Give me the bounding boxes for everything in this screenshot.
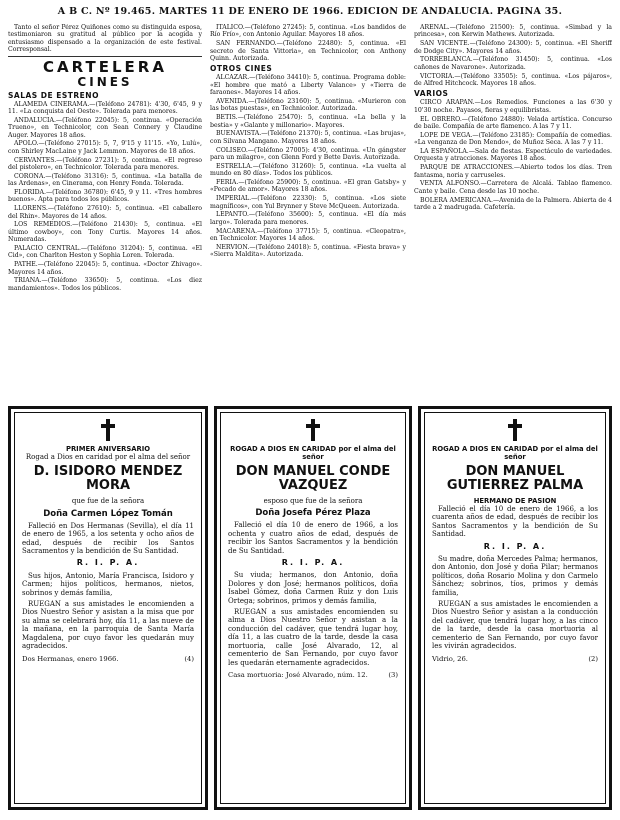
obituary-footer-left: Vidrio, 26. <box>432 654 468 663</box>
listing-item: MACARENA.—(Teléfono 37715): 5, continua. «Cleopatra», en Technicolor. Mayores 14 años. <box>210 227 406 243</box>
listing-item: SAN FERNANDO.—(Teléfono 22480): 5, continua. «El secreto de Santa Vittoria», en Technicolor, con Anthony Quinn. Autorizada. <box>210 40 406 63</box>
obituary-brotherhood: HERMANO DE PASION <box>473 497 557 505</box>
listing-item: LA ESPAÑOLA.—Sala de fiestas. Espectáculo de variedades. Orquesta y atracciones. Mayores 18 años. <box>414 148 612 163</box>
page-header: A B C. Nº 19.465. MARTES 11 DE ENERO DE 1966. EDICION DE ANDALUCIA. PAGINA 35. <box>57 6 563 17</box>
obituary-request: RUEGAN a sus amistades le encomienden a Dios Nuestro Señor y asistan a la misa que por su alma se celebrará hoy, día 11, a las nueve de la mañana, en la parroquia de Santa María Magdalena, por cuyo favor les quedarán muy agradecidos. <box>22 600 194 651</box>
listing-item: VICTORIA.—(Teléfono 33505): 5, continua. «Los pájaros», de Alfred Hitchcock. Mayores 18 años. <box>414 72 612 88</box>
obituary-prayer: ROGAD A DIOS EN CARIDAD por el alma del señor <box>432 445 598 461</box>
obituary-subtitle: PRIMER ANIVERSARIO <box>65 445 151 453</box>
cross-icon <box>306 419 320 441</box>
listing-item: CORONA.—(Teléfono 31316): 5, continua. «La batalla de las Ardenas», en Cinerama, con Henry Fonda. Tolerada. <box>8 172 202 188</box>
intro-paragraph: Tanto el señor Pérez Quiñones como su distinguida esposa, testimoniaron su gratitud al público por la acogida y entusiasmo dispensado a la organización de este festival. Corresponsal. <box>8 24 202 54</box>
obituary-footer-right: (3) <box>388 670 398 679</box>
obituary-death-notice: Falleció en Dos Hermanas (Sevilla), el día 11 de enero de 1965, a los setenta y ocho años de edad, después de recibir los Santos Sacramentos y la bendición de Su Santidad. <box>22 521 194 556</box>
listing-item: ESTRELLA.—(Teléfono 31260): 5, continua. «La vuelta al mundo en 80 días». Todos los públicos. <box>210 162 406 178</box>
listing-item: LOS REMEDIOS.—(Teléfono 21430): 5, continua. «El último cowboy», con Tony Curtis. Mayores 14 años. Numeradas. <box>8 221 202 244</box>
obituary-conde-vazquez <box>214 406 412 810</box>
obituary-footer-left: Dos Hermanas, enero 1966. <box>22 654 119 663</box>
section-heading-otros: OTROS CINES <box>210 64 273 74</box>
obituary-family: Su madre, doña Mercedes Palma; hermanos, don Antonio, don José y doña Pilar; hermanos políticos, doña Rosario Molina y don Carmelo Sánchez; sobrinos, tíos, primos y demás familia, <box>432 555 598 597</box>
obituary-footer-right: (4) <box>184 654 194 663</box>
obituary-name: D. ISIDORO MENDEZ MORA <box>33 464 183 494</box>
listing-item: CERVANTES.—(Teléfono 27231): 5, continua. «El regreso del pistolero», en Technicolor. Tolerada para menores. <box>8 156 202 172</box>
listing-item: FLORIDA.—(Teléfono 36780): 6'45, 9 y 11. «Tres hombres buenos». Apta para todos los públicos. <box>8 189 202 204</box>
listing-item: PARQUE DE ATRACCIONES.—Abierto todos los días. Tren fantasma, noria y carruseles. <box>414 164 612 179</box>
listing-item: LLORENS.—(Teléfono 27610): 5, continua. «El caballero del Rhin». Mayores de 14 años. <box>8 205 202 220</box>
cross-icon <box>101 419 115 441</box>
obituary-prayer: Rogad a Dios en caridad por el alma del señor <box>25 453 191 461</box>
obituary-spouse-intro: que fue de la señora <box>71 497 145 506</box>
listing-item: CIRCO ARAPAN.—Los Remedios. Funciones a las 6'30 y 10'30 noche. Payasos, fieras y equilibristas. <box>414 99 612 114</box>
listing-item: TRIANA.—(Teléfono 33650): 5, continua. «Los diez mandamientos». Todos los públicos. <box>8 277 202 292</box>
section-heading-varios: VARIOS <box>414 89 449 99</box>
obituary-spouse: Doña Josefa Pérez Plaza <box>255 508 371 519</box>
obituary-prayer: ROGAD A DIOS EN CARIDAD por el alma del señor <box>230 445 396 461</box>
obituary-death-notice: Falleció el día 10 de enero de 1966, a los cuarenta años de edad, después de recibir los Santos Sacramentos y la bendición de Su Santidad. <box>432 505 598 539</box>
listing-item: PATHE.—(Teléfono 22045): 5, continua. «Doctor Zhivago». Mayores 14 años. <box>8 261 202 276</box>
obituary-spouse-intro: esposo que fue de la señora <box>263 497 363 505</box>
listing-item: VENTA ALFONSO.—Carretera de Alcalá. Tablao flamenco. Cante y baile. Cena desde las 10 noche. <box>414 180 612 195</box>
listing-item: ALCAZAR.—(Teléfono 34410): 5, continua. Programa doble: «El hombre que mató a Liberty Valance» y «Tierra de faraones». Mayores 14 años. <box>210 74 406 97</box>
column-cartelera <box>8 24 202 402</box>
obituary-rip: R. I. P. A. <box>483 541 547 551</box>
obituary-footer-right: (2) <box>588 654 598 663</box>
column-otros-cines <box>210 24 406 406</box>
obituary-request: RUEGAN a sus amistades le encomienden a Dios Nuestro Señor y asistan a la conducción del cadáver, que tendrá lugar hoy, a las cinco de la tarde, desde la casa mortuoria al cementerio de San Fernando, por cuyo favor les vivirán agradecidos. <box>432 600 598 651</box>
obituary-request: RUEGAN a sus amistades encomienden su alma a Dios Nuestro Señor y asistan a la conducción del cadáver, que tendrá lugar hoy, día 11, a las cuatro de la tarde, desde la casa mortuoria, calle José Alvarado, 12, al cementerio de San Fernando, por cuyo favor les quedarán eternamente agradecidos. <box>228 608 398 667</box>
obituary-footer-left: Casa mortuoria: José Alvarado, núm. 12. <box>228 670 368 679</box>
cross-icon <box>508 419 522 441</box>
listing-item: BUENAVISTA.—(Teléfono 21370): 5, continua. «Las brujas», con Silvana Mangano. Mayores 18 años. <box>210 130 406 145</box>
obituary-death-notice: Falleció el día 10 de enero de 1966, a los ochenta y cuatro años de edad, después de recibir los Santos Sacramentos y la bendición de Su Santidad. <box>228 521 398 555</box>
listing-item: NERVION.—(Teléfono 24018): 5, continua. «Fiesta brava» y «Sierra Maldita». Autorizada. <box>210 243 406 259</box>
cines-heading: CINES <box>77 74 133 89</box>
listing-item: TORREBLANCA.—(Teléfono 31450): 5, continua. «Los cañones de Navarone». Autorizada. <box>414 56 612 71</box>
obituary-rip: R. I. P. A. <box>281 558 345 568</box>
obituary-mendez-mora <box>8 406 208 810</box>
listing-item: ANDALUCIA.—(Teléfono 22045): 5, continua. «Operación Trueno», en Technicolor, con Sean Connery y Claudine Auger. Mayores 18 años. <box>8 116 202 139</box>
listing-item: BOLERA AMERICANA.—Avenida de la Palmera. Abierta de 4 tarde a 2 madrugada. Cafetería. <box>414 196 612 212</box>
listing-item: BETIS.—(Teléfono 25470): 5, continua. «La bella y la bestia» y «Galante y millonario». Mayores. <box>210 114 406 129</box>
section-heading-estreno: SALAS DE ESTRENO <box>8 90 99 100</box>
obituary-family: Su viuda; hermanos, don Antonio, doña Dolores y don José; hermanos políticos, doña Isabel Gómez, doña Carmen Ruiz y don Luis Ortega; sobrinos, primos y demás familia, <box>228 571 398 605</box>
listing-item: APOLO.—(Teléfono 27015): 5, 7, 9'15 y 11'15. «Yo, Lulú», con Shirley MacLaine y Jack Lemmon. Mayores de 18 años. <box>8 140 202 155</box>
listing-item: LEPANTO.—(Teléfono 35600): 5, continua. «El día más largo». Tolerada para menores. <box>210 211 406 226</box>
listing-item: ITALICO.—(Teléfono 27245): 5, continua. «Los bandidos de Río Frío», con Antonio Aguilar. Mayores 18 años. <box>210 24 406 39</box>
cartelera-heading: CARTELERA <box>43 57 167 76</box>
listing-item: PALACIO CENTRAL.—(Teléfono 31204): 5, continua. «El Cid», con Charlton Heston y Sophia Loren. Tolerada. <box>8 245 202 260</box>
obituary-gutierrez-palma <box>418 406 612 810</box>
listing-item: EL OBRERO.—(Teléfono 24880): Velada artística. Concurso de baile. Compañía de arte flamenco. A las 7 y 11. <box>414 115 612 131</box>
listing-item: COLISEO.—(Teléfono 27005): 4'30, continua. «Un gángster para un milagro», con Glenn Ford y Bette Davis. Autorizada. <box>210 146 406 162</box>
listing-item: ALAMEDA CINERAMA.—(Teléfono 24781): 4'30, 6'45, 9 y 11. «La conquista del Oeste». Tolerada para menores. <box>8 100 202 116</box>
obituary-name: DON MANUEL CONDE VAZQUEZ <box>235 464 391 493</box>
column-varios <box>414 24 612 406</box>
listing-item: SAN VICENTE.—(Teléfono 24300): 5, continua. «El Sheriff de Dodge City». Mayores 14 años. <box>414 40 612 55</box>
divider <box>8 56 202 57</box>
obituary-family: Sus hijos, Antonio, María Francisca, Isidoro y Carmen; hijos políticos, hermanos, nietos, sobrinos y demás familia, <box>22 571 194 597</box>
obituary-spouse: Doña Carmen López Tomán <box>43 508 173 519</box>
obituary-rip: R. I. P. A. <box>76 558 140 568</box>
listing-item: IMPERIAL.—(Teléfono 22330): 5, continua. «Los siete magníficos», con Yul Brynner y Steve McQueen. Autorizada. <box>210 195 406 210</box>
listing-item: FERIA.—(Teléfono 25900): 5, continua. «El gran Gatsby» y «Pecado de amor». Mayores 18 años. <box>210 179 406 194</box>
obituary-name: DON MANUEL GUTIERREZ PALMA <box>446 464 584 493</box>
listing-item: AVENIDA.—(Teléfono 23160): 5, continua. «Murieron con las botas puestas», en Technicolor. Autorizada. <box>210 98 406 113</box>
listing-item: LOPE DE VEGA.—(Teléfono 23185): Compañía de comedias. «La venganza de Don Mendo», de Muñoz Seca. A las 7 y 11. <box>414 131 612 147</box>
listing-item: ARENAL.—(Teléfono 21500): 5, continua. «Simbad y la princesa», con Kerwin Mathews. Autorizada. <box>414 24 612 39</box>
